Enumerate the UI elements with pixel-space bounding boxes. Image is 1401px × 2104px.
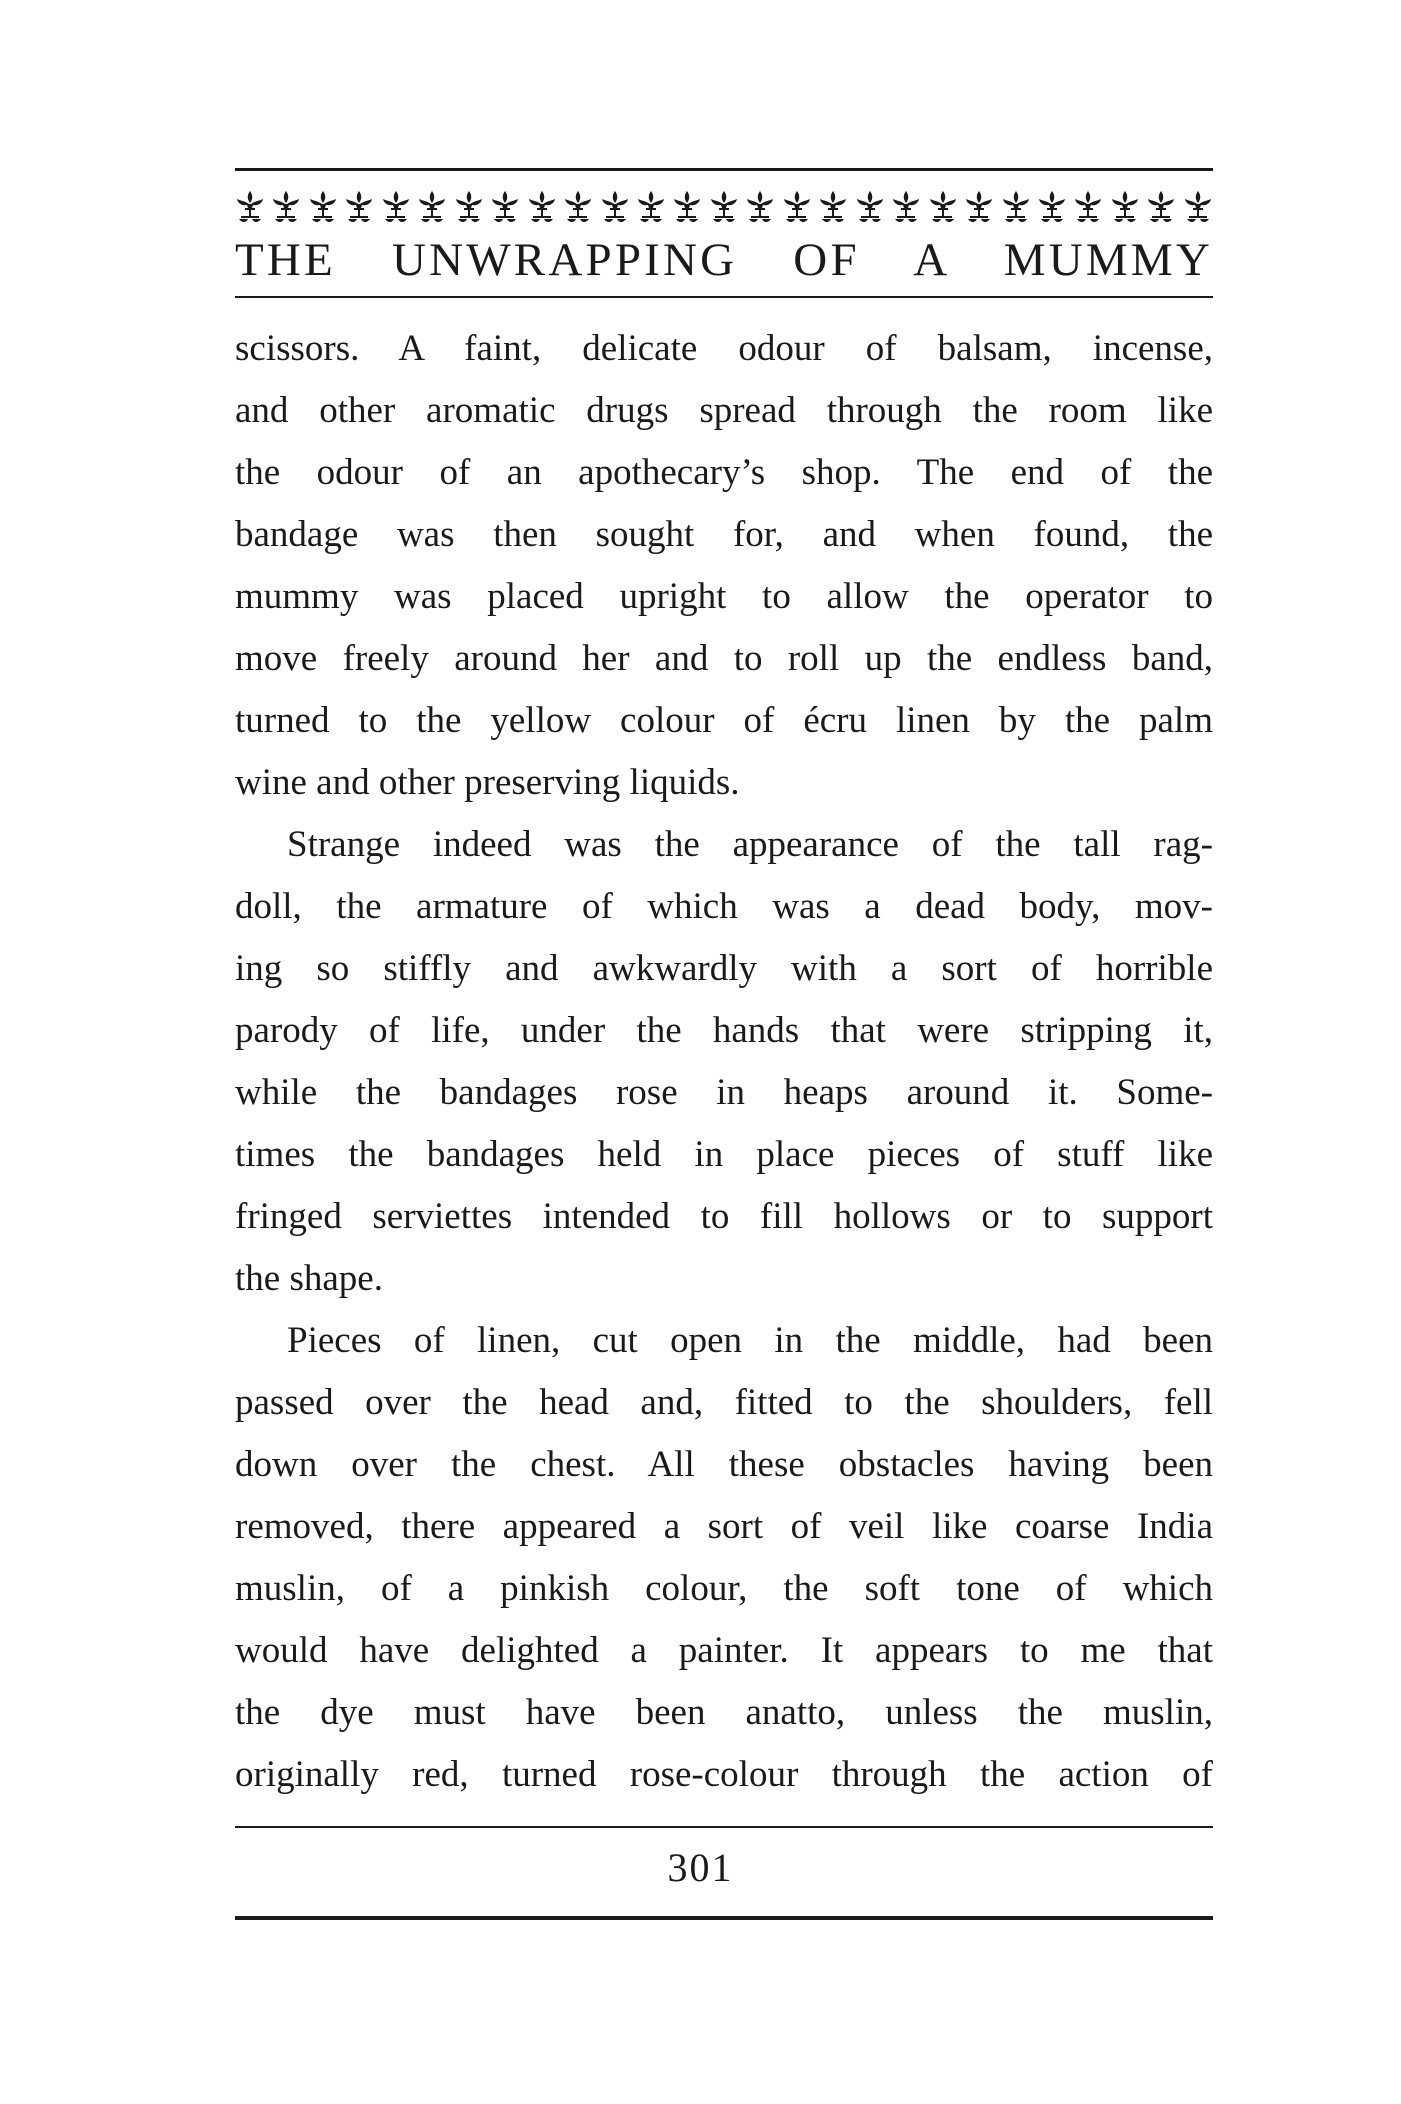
text-line: the odour of an apothecary’s shop. The end of the xyxy=(235,452,1213,493)
fleur-de-lis-icon xyxy=(818,190,848,224)
fleur-de-lis-icon xyxy=(490,190,520,224)
running-head: THE UNWRAPPING OF A MUMMY xyxy=(235,234,1213,286)
text-line: muslin, of a pinkish colour, the soft tone of which xyxy=(235,1568,1213,1609)
fleur-de-lis-icon xyxy=(344,190,374,224)
body-text xyxy=(235,318,1213,1806)
text-line: mummy was placed upright to allow the operator to xyxy=(235,576,1213,617)
fleur-de-lis-icon xyxy=(271,190,301,224)
fleur-de-lis-icon xyxy=(1037,190,1067,224)
fleur-de-lis-icon xyxy=(745,190,775,224)
text-line: ing so stiffly and awkwardly with a sort of horrible xyxy=(235,948,1213,989)
fleur-de-lis-icon xyxy=(600,190,630,224)
title-rule xyxy=(235,296,1213,298)
fleur-de-lis-icon xyxy=(891,190,921,224)
fleur-de-lis-icon xyxy=(672,190,702,224)
fleur-de-lis-icon xyxy=(1110,190,1140,224)
text-line: scissors. A faint, delicate odour of balsam, incense, xyxy=(235,328,1213,369)
text-line: would have delighted a painter. It appears to me that xyxy=(235,1630,1213,1671)
fleur-de-lis-icon xyxy=(527,190,557,224)
page-number: 301 xyxy=(667,1845,734,1890)
text-line: turned to the yellow colour of écru linen by the palm xyxy=(235,700,1213,741)
text-line: bandage was then sought for, and when found, the xyxy=(235,514,1213,555)
text-line: while the bandages rose in heaps around it. Some- xyxy=(235,1072,1213,1113)
text-line: originally red, turned rose-colour through the action of xyxy=(235,1754,1213,1795)
text-line: the dye must have been anatto, unless the muslin, xyxy=(235,1692,1213,1733)
text-line: times the bandages held in place pieces of stuff like xyxy=(235,1134,1213,1175)
fleur-de-lis-icon xyxy=(1073,190,1103,224)
fleur-de-lis-icon xyxy=(1146,190,1176,224)
fleur-de-lis-icon xyxy=(381,190,411,224)
fleur-de-lis-icon xyxy=(636,190,666,224)
text-line: Pieces of linen, cut open in the middle, had been xyxy=(287,1320,1213,1361)
text-line: and other aromatic drugs spread through the room like xyxy=(235,390,1213,431)
ornament-row xyxy=(235,182,1213,232)
text-line: removed, there appeared a sort of veil like coarse India xyxy=(235,1506,1213,1547)
text-line: doll, the armature of which was a dead body, mov- xyxy=(235,886,1213,927)
folio-top-rule xyxy=(235,1826,1213,1828)
text-line: passed over the head and, fitted to the shoulders, fell xyxy=(235,1382,1213,1423)
text-line: parody of life, under the hands that were stripping it, xyxy=(235,1010,1213,1051)
fleur-de-lis-icon xyxy=(308,190,338,224)
fleur-de-lis-icon xyxy=(782,190,812,224)
fleur-de-lis-icon xyxy=(855,190,885,224)
fleur-de-lis-icon xyxy=(454,190,484,224)
text-line: move freely around her and to roll up the endless band, xyxy=(235,638,1213,679)
fleur-de-lis-icon xyxy=(928,190,958,224)
text-line: Strange indeed was the appearance of the tall rag- xyxy=(287,824,1213,865)
bottom-rule xyxy=(235,1916,1213,1920)
fleur-de-lis-icon xyxy=(1001,190,1031,224)
fleur-de-lis-icon xyxy=(563,190,593,224)
text-line: fringed serviettes intended to fill hollows or to support xyxy=(235,1196,1213,1237)
text-line: wine and other preserving liquids. xyxy=(235,762,740,803)
text-line: the shape. xyxy=(235,1258,383,1299)
fleur-de-lis-icon xyxy=(235,190,265,224)
fleur-de-lis-icon xyxy=(964,190,994,224)
top-rule xyxy=(235,168,1213,171)
fleur-de-lis-icon xyxy=(417,190,447,224)
fleur-de-lis-icon xyxy=(1183,190,1213,224)
fleur-de-lis-icon xyxy=(709,190,739,224)
text-line: down over the chest. All these obstacles having been xyxy=(235,1444,1213,1485)
